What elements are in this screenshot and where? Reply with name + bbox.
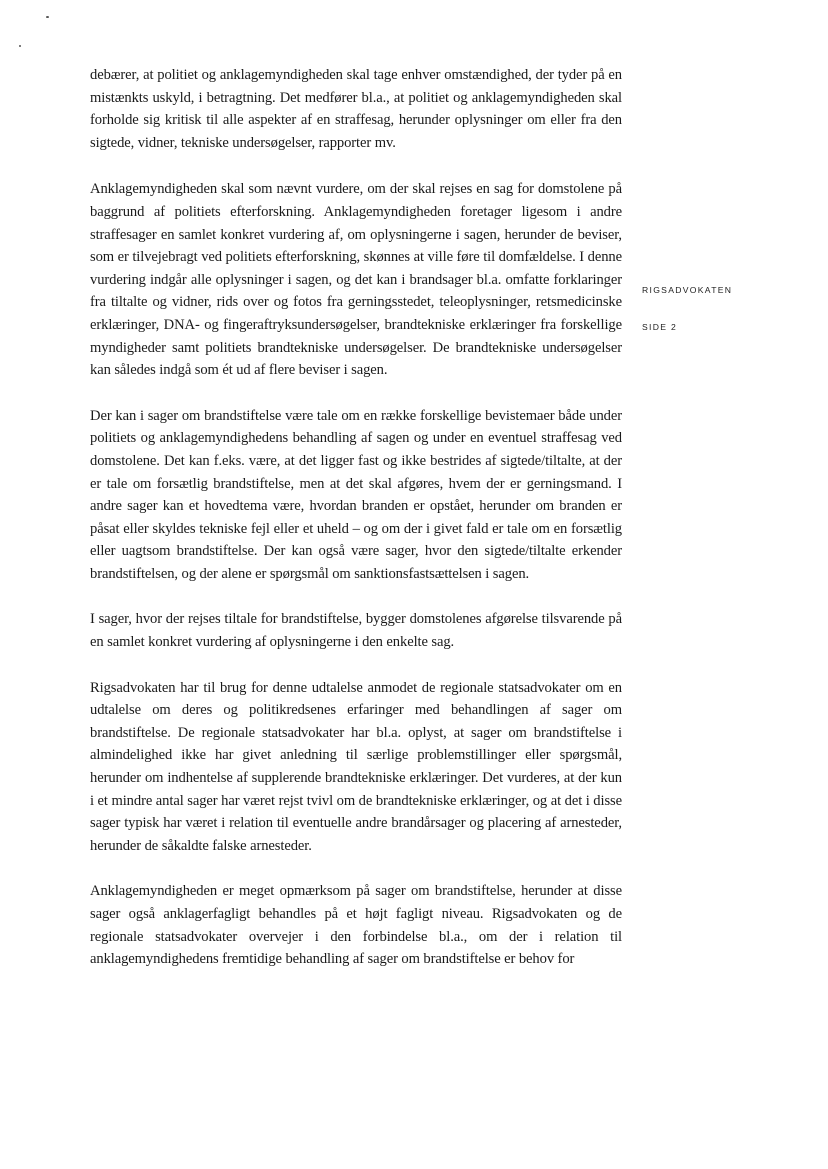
page-number: SIDE 2 (642, 322, 678, 332)
scan-speck (19, 45, 21, 47)
paragraph-5: Rigsadvokaten har til brug for denne udtalelse anmodet de regionale statsadvokater om en udtalelse om deres og politikredsenes erfaringer med behandlingen af sager om brandstiftelse. De regionale statsadvokater har bl.a. oplyst, at sager om brandstiftelse i almindelighed ikke har givet anledning til særlige problemstillinger eller spørgsmål, herunder om indhentelse af supplerende brandtekniske erklæringer. Det vurderes, at der kun i et mindre antal sager har været rejst tvivl om de brandtekniske erklæringer, og at det i disse sager typisk har været i relation til eventuelle andre brandårsager og placering af arnesteder, herunder de såkaldte falske arnesteder. (90, 679, 622, 854)
paragraph-1: debærer, at politiet og anklagemyndigheden skal tage enhver omstændighed, der tyder på en mistænkts uskyld, i betragtning. Det medfører bl.a., at politiet og anklagemyndigheden skal forholde sig kritisk til alle aspekter af en straffesag, herunder oplysninger om eller fra den sigtede, vidner, tekniske undersøgelser, rapporter mv. (90, 67, 622, 151)
paragraph-2: Anklagemyndigheden skal som nævnt vurdere, om der skal rejses en sag for domstolene på baggrund af politiets efterforskning. Anklagemyndigheden foretager ligesom i andre straffesager en samlet konkret vurdering af, om oplysningerne i sagen, herunder de beviser, som er tilvejebragt ved politiets efterforskning, skønnes at ville føre til domfældelse. I denne vurdering indgår alle oplysninger i sagen, og det kan i brandsager bl.a. omfatte forklaringer fra tiltalte og vidner, rids over og fotos fra gerningsstedet, teleoplysninger, retsmedicinske erklæringer, DNA- og fingeraftryksundersøgelser, brandtekniske erklæringer fra forskellige myndigheder samt politiets brandtekniske undersøgelser. De brandtekniske undersøgelser kan således indgå som ét ud af flere beviser i sagen. (90, 181, 622, 379)
paragraph-6: Anklagemyndigheden er meget opmærksom på sager om brandstiftelse, herunder at disse sager også anklagerfagligt behandles på et højt fagligt niveau. Rigsadvokaten og de regionale statsadvokater overvejer i den forbindelse bl.a., om der i relation til anklagemyndighedens fremtidige behandling af sager om brandstiftelse er behov for (90, 883, 622, 968)
scan-speck (46, 16, 49, 18)
sender-authority: RIGSADVOKATEN (642, 285, 733, 295)
paragraph-3: Der kan i sager om brandstiftelse være tale om en række forskellige bevistemaer både under politiets og anklagemyndighedens behandling af sagen og under en eventuel straffesag ved domstolene. Det kan f.eks. være, at det ligger fast og ikke bestrides af sigtede/tiltalte, at der er tale om forsætlig brandstiftelse, men at det skal afgøres, hvem der er gerningsmand. I andre sager kan et hovedtema være, hvordan branden er opstået, herunder om branden er påsat eller skyldes tekniske fejl eller et uheld – og om der i givet fald er tale om en forsætlig eller uagtsom brandstiftelse. Der kan også være sager, hvor den sigtede/tiltalte erkender brandstiftelsen, og der alene er spørgsmål om sanktionsfastsættelsen i sagen. (90, 407, 622, 582)
document-body (90, 64, 622, 994)
paragraph-4: I sager, hvor der rejses tiltale for brandstiftelse, bygger domstolenes afgørelse tilsvarende på en samlet konkret vurdering af oplysningerne i den enkelte sag. (90, 611, 622, 651)
